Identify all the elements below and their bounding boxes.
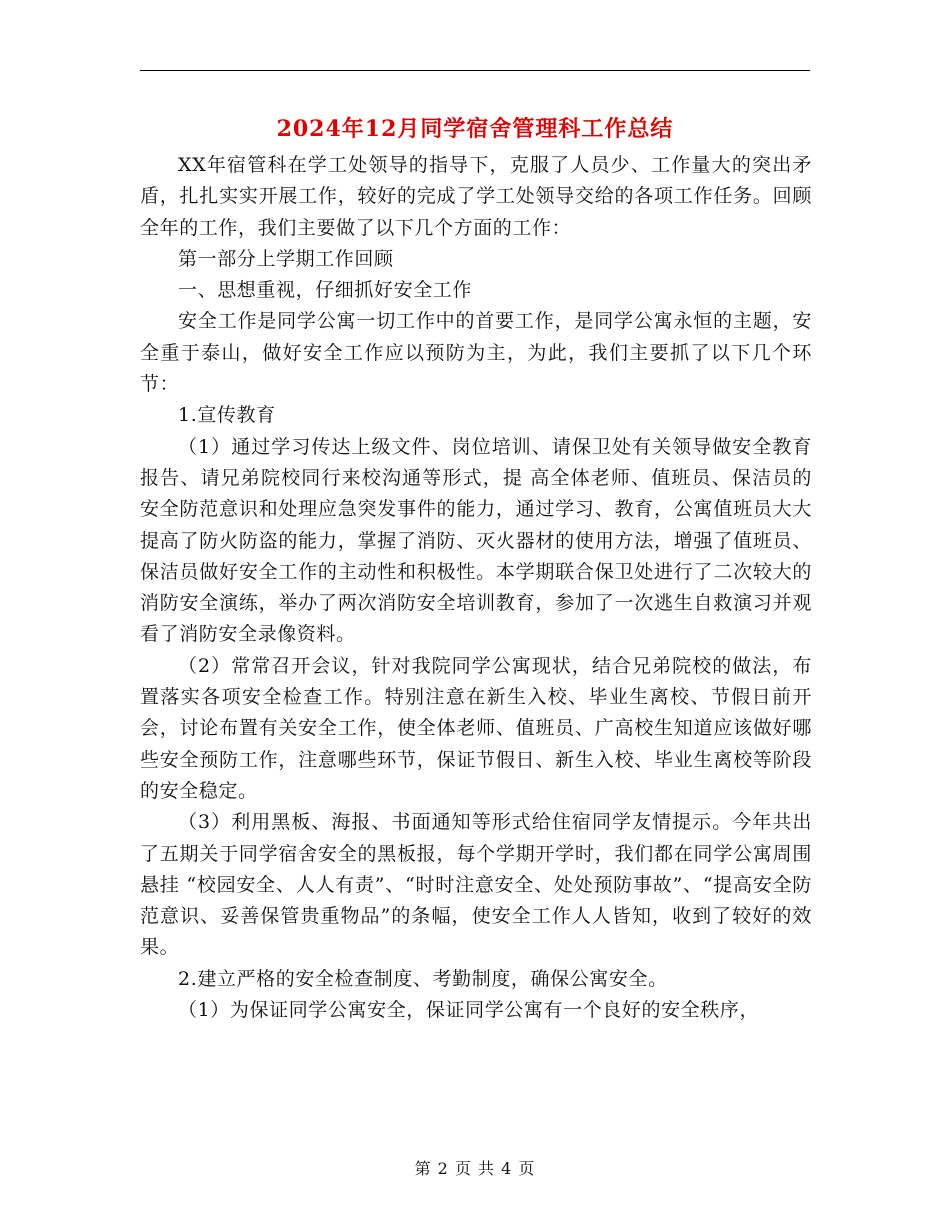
- paragraph-intro: XX年宿管科在学工处领导的指导下，克服了人员少、工作量大的突出矛盾，扎扎实实开展工作，较好的完成了学工处领导交给的各项工作任务。回顾全年的工作，我们主要做了以下几个方面的工作：: [140, 154, 812, 239]
- section-heading-part-one: 第一部分上学期工作回顾: [178, 247, 394, 270]
- paragraph-item-1: （1）通过学习传达上级文件、岗位培训、请保卫处有关领导做安全教育报告、请兄弟院校同行来校沟通等形式，提 高全体老师、值班员、保洁员的安全防范意识和处理应急突发事件的能力，通过学习、教育，公寓值班员大大提高了防火防盗的能力，掌握了消防、灭火器材的使用方法，增强了值班员、保洁员做好安全工作的主动性和积极性。本学期联合保卫处进行了二次较大的消防安全演练，举办了两次消防安全培训教育，参加了一次逃生自救演习并观看了消防安全录像资料。: [140, 435, 812, 646]
- section-heading-safety: 一、思想重视，仔细抓好安全工作: [178, 279, 473, 302]
- paragraph-item-2: （2）常常召开会议，针对我院同学公寓现状，结合兄弟院校的做法，布置落实各项安全检查工作。特别注意在新生入校、毕业生离校、节假日前开会，讨论布置有关安全工作，使全体老师、值班员、广高校生知道应该做好哪些安全预防工作，注意哪些环节，保证节假日、新生入校、毕业生离校等阶段的安全稳定。: [140, 654, 812, 802]
- paragraph-item-3: （3）利用黑板、海报、书面通知等形式给住宿同学友情提示。今年共出了五期关于同学宿舍安全的黑板报，每个学期开学时，我们都在同学公寓周围悬挂 “校园安全、人人有责”、“时时注意安全、处处预防事故”、“提高安全防范意识、妥善保管贵重物品”的条幅，使安全工作人人皆知，收到了较好的效果。: [140, 811, 812, 959]
- subheading-inspection-system: 2.建立严格的安全检查制度、考勤制度，确保公寓安全。: [178, 967, 668, 990]
- paragraph-inspection-item-1: （1）为保证同学公寓安全，保证同学公寓有一个良好的安全秩序，: [178, 999, 760, 1022]
- paragraph-safety-intro: 安全工作是同学公寓一切工作中的首要工作，是同学公寓永恒的主题，安全重于泰山，做好安全工作应以预防为主，为此，我们主要抓了以下几个环节：: [140, 310, 812, 396]
- document-body: [140, 150, 812, 1026]
- subheading-publicity-education: 1.宣传教育: [178, 404, 276, 427]
- page-footer: 第 2 页 共 4 页: [414, 1159, 536, 1178]
- document-title: 2024年12月同学宿舍管理科工作总结: [276, 116, 674, 142]
- header-rule: [140, 70, 810, 71]
